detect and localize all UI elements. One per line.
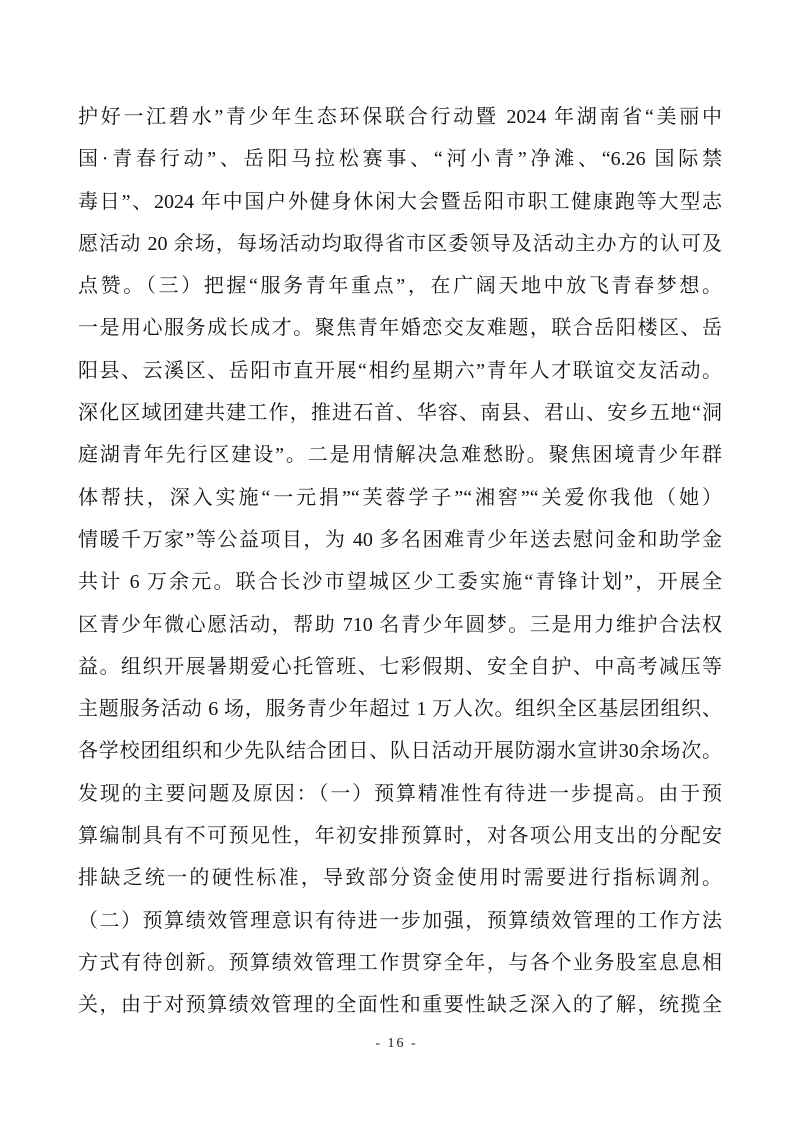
- document-body: [78, 96, 722, 1027]
- text-line: 深化区域团建共建工作，推进石首、华容、南县、君山、安乡五地“洞: [78, 402, 722, 425]
- text-line: 愿活动 20 余场，每场活动均取得省市区委领导及活动主办方的认可及: [78, 232, 722, 255]
- text-line: 点赞。（三）把握“服务青年重点”，在广阔天地中放飞青春梦想。: [78, 275, 722, 298]
- text-line: 体帮扶，深入实施“一元捐”“芙蓉学子”“湘窖”“关爱你我他（她）: [78, 486, 722, 509]
- text-line: 阳县、云溪区、岳阳市直开展“相约星期六”青年人才联谊交友活动。: [78, 359, 722, 382]
- text-line: 区青少年微心愿活动，帮助 710 名青少年圆梦。三是用力维护合法权: [78, 613, 722, 636]
- text-line: 共计 6 万余元。联合长沙市望城区少工委实施“青锋计划”，开展全: [78, 571, 722, 594]
- text-line: 方式有待创新。预算绩效管理工作贯穿全年，与各个业务股室息息相: [78, 951, 722, 974]
- text-line: 情暖千万家”等公益项目，为 40 多名困难青少年送去慰问金和助学金: [78, 528, 722, 551]
- text-line: 庭湖青年先行区建设”。二是用情解决急难愁盼。聚焦困境青少年群: [78, 444, 722, 467]
- text-line: 护好一江碧水”青少年生态环保联合行动暨 2024 年湖南省“美丽中: [78, 106, 722, 128]
- text-line: 发现的主要问题及原因：（一）预算精准性有待进一步提高。由于预: [78, 782, 722, 805]
- text-line: 益。组织开展暑期爱心托管班、七彩假期、安全自护、中高考减压等: [78, 655, 722, 678]
- text-line: 关，由于对预算绩效管理的全面性和重要性缺乏深入的了解，统揽全: [78, 994, 722, 1017]
- text-line: 一是用心服务成长成才。聚焦青年婚恋交友难题，联合岳阳楼区、岳: [78, 317, 722, 340]
- text-line: 国·青春行动”、岳阳马拉松赛事、“河小青”净滩、“6.26 国际禁: [78, 148, 722, 171]
- text-line: 毒日”、2024 年中国户外健身休闲大会暨岳阳市职工健康跑等大型志: [78, 190, 722, 213]
- text-line: 算编制具有不可预见性，年初安排预算时，对各项公用支出的分配安: [78, 825, 722, 848]
- text-line: 排缺乏统一的硬性标准，导致部分资金使用时需要进行指标调剂。: [78, 867, 722, 890]
- text-line: （二）预算绩效管理意识有待进一步加强，预算绩效管理的工作方法: [78, 909, 722, 932]
- page-number: - 16 -: [375, 1036, 418, 1051]
- text-line: 主题服务活动 6 场，服务青少年超过 1 万人次。组织全区基层团组织、: [78, 698, 722, 721]
- text-line: 各学校团组织和少先队结合团日、队日活动开展防溺水宣讲30余场次。: [78, 740, 722, 763]
